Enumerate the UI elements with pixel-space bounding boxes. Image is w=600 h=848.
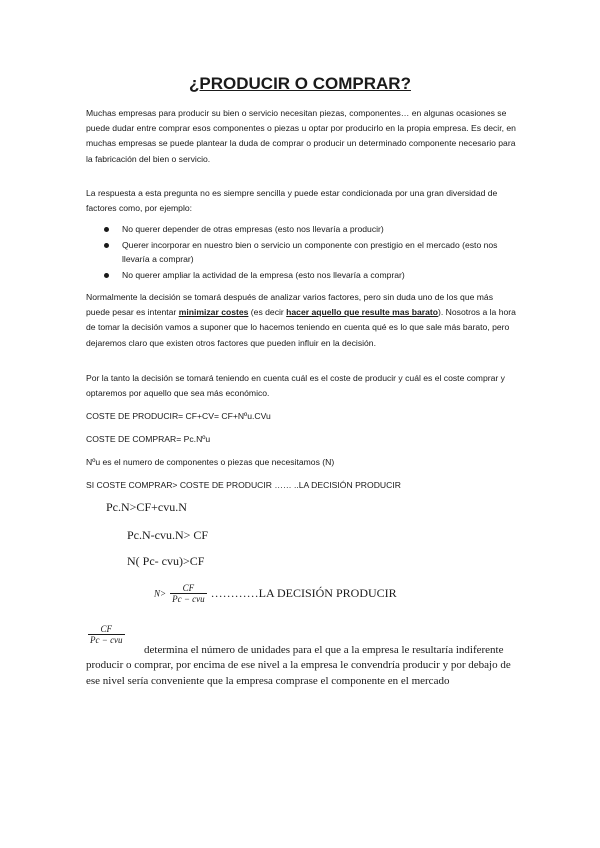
nu-definition-line: Nºu es el numero de componentes o piezas que necesitamos (N): [86, 457, 335, 467]
emphasis-minimizar: minimizar costes: [178, 307, 249, 318]
decision-text-3: ). Nosotros a la hora de tomar la decisión vamos a suponer que lo hacemos teniendo en cuenta qué es lo que sale más barato, pero dejaremos claro que existen otros factores que pueden influir en la decisión.: [86, 307, 516, 348]
list-item: Querer incorporar en nuestro bien o servicio un componente con prestigio en el mercado (esto nos llevaría a comprar): [86, 238, 516, 267]
formula-3: N( Pc- cvu)>CF: [127, 554, 205, 568]
decision-text-1: Normalmente la decisión se tomará después de analizar varios factores, pero sin duda uno de los que más puede pesar es intentar: [86, 292, 493, 318]
formula-2: Pc.N-cvu.N> CF: [127, 528, 209, 542]
intro-paragraph: Muchas empresas para producir su bien o servicio necesitan piezas, componentes… en algunas ocasiones se puede dudar entre comprar esos componentes o piezas u optar por producirlo en la propia empresa. Es decir, en muchas empresas se puede plantear la duda de comprar o producir un determinado componente necesario para la fabricación del bien o servicio.: [86, 108, 516, 164]
page-title: ¿PRODUCIR O COMPRAR?: [189, 74, 411, 93]
condition-line: SI COSTE COMPRAR> COSTE DE PRODUCIR …… ..LA DECISIÓN PRODUCIR: [86, 480, 401, 490]
fraction-numerator: CF: [170, 583, 207, 594]
decision-text-2: (es decir: [248, 307, 287, 318]
frac-suffix: …………LA DECISIÓN PRODUCIR: [210, 586, 397, 600]
fraction-numerator: CF: [88, 624, 125, 635]
list-item: No querer depender de otras empresas (esto nos llevaría a producir): [86, 222, 516, 237]
conclusion-paragraph: Por la tanto la decisión se tomará teniendo en cuenta cuál es el coste de producir y cuál es el coste comprar y optaremos por aquello que sea más económico.: [86, 373, 505, 399]
final-paragraph: determina el número de unidades para el que a la empresa le resultaría indiferente producir o comprar, por encima de ese nivel a la empresa le convendría producir y por debajo de ese nivel sería conveniente que la empresa comprase el componente en el mercado: [86, 644, 511, 687]
fraction: [170, 583, 207, 604]
coste-producir-line: COSTE DE PRODUCIR= CF+CV= CF+Nºu.CVu: [86, 411, 271, 421]
frac-prefix: N>: [154, 588, 167, 599]
fraction: [88, 624, 125, 645]
question-paragraph: La respuesta a esta pregunta no es siempre sencilla y puede estar condicionada por una gran diversidad de factores como, por ejemplo:: [86, 188, 498, 214]
fraction-denominator: Pc − cvu: [172, 594, 205, 604]
emphasis-barato: hacer aquello que resulte mas barato: [286, 307, 439, 318]
decision-formula: [154, 583, 454, 617]
decision-paragraph: [86, 290, 516, 351]
list-item: No querer ampliar la actividad de la empresa (esto nos llevaría a comprar): [86, 268, 516, 283]
factors-list: [86, 222, 516, 283]
formula-1: Pc.N>CF+cvu.N: [106, 500, 187, 514]
fraction-denominator: Pc − cvu: [90, 635, 123, 645]
coste-comprar-line: COSTE DE COMPRAR= Pc.Nºu: [86, 434, 211, 444]
